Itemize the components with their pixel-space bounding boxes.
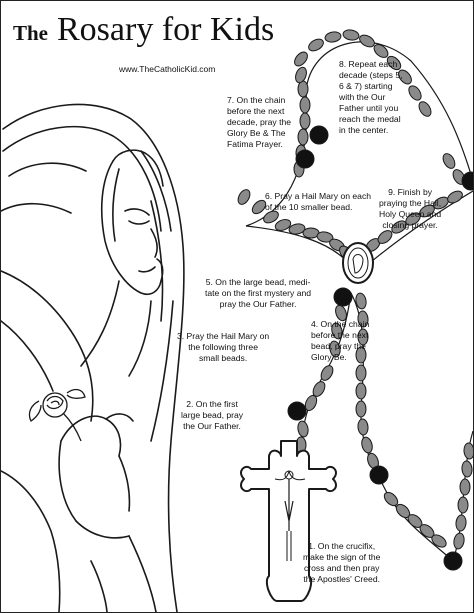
mary-illustration [1, 104, 184, 612]
large-bead-6 [444, 552, 462, 570]
title-prefix: The [13, 21, 49, 45]
small-bead-4 [358, 33, 377, 50]
small-bead-14 [300, 97, 310, 113]
step-6-text: 6. Pray a Hail Mary on each of the 10 smaller bead. [265, 191, 372, 212]
small-bead-17 [236, 188, 253, 207]
small-bead-16 [294, 66, 309, 84]
small-bead-2 [324, 31, 341, 44]
small-bead-8 [406, 84, 423, 103]
small-bead-50 [356, 401, 366, 417]
rose-icon [29, 390, 85, 441]
small-bead-48 [356, 365, 366, 381]
small-bead-0 [292, 50, 310, 69]
step-2-text: 2. On the first large bead, pray the Our Father. [181, 399, 244, 431]
small-bead-49 [356, 383, 366, 399]
small-bead-12 [298, 129, 308, 145]
small-bead-51 [357, 419, 368, 436]
small-bead-59 [453, 532, 466, 549]
small-bead-62 [460, 479, 470, 495]
small-bead-26 [441, 152, 458, 171]
step-8-text: 8. Repeat each decade (steps 5, 6 & 7) starting with the Our Father until you reach the medal in the center. [339, 59, 403, 135]
small-bead-61 [458, 497, 468, 513]
large-bead-1 [296, 150, 314, 168]
small-bead-52 [360, 436, 374, 454]
medal-icon [343, 243, 373, 283]
small-bead-60 [455, 515, 466, 532]
large-bead-0 [310, 126, 328, 144]
step-3-text: 3. Pray the Hail Mary on the following three small beads. [177, 331, 270, 363]
step-1-text: 1. On the crucifix, make the sign of the cross and then pray the Apostles' Creed. [303, 541, 381, 584]
step-5-text: 5. On the large bead, medi- tate on the first mystery and pray the Our Father. [205, 277, 312, 309]
small-bead-43 [297, 420, 310, 437]
small-bead-15 [298, 81, 308, 97]
step-9-text: 9. Finish by praying the Hail, Holy Queen and closing prayer. [379, 187, 442, 230]
page-title: Rosary for Kids [57, 11, 275, 48]
small-bead-1 [307, 37, 326, 54]
large-bead-3 [334, 288, 352, 306]
large-bead-4 [288, 402, 306, 420]
small-bead-3 [342, 29, 359, 42]
step-4-text: 4. On the chain before the next bead, pray the Glory Be. [311, 319, 370, 362]
small-bead-63 [461, 461, 472, 478]
step-7-text: 7. On the chain before the next decade, pray the Glory Be & The Fatima Prayer. [227, 95, 292, 149]
small-bead-13 [300, 113, 310, 129]
website-link[interactable]: www.TheCatholicKid.com [119, 64, 216, 74]
large-bead-5 [370, 466, 388, 484]
small-bead-64 [463, 443, 473, 460]
small-bead-9 [417, 100, 434, 119]
